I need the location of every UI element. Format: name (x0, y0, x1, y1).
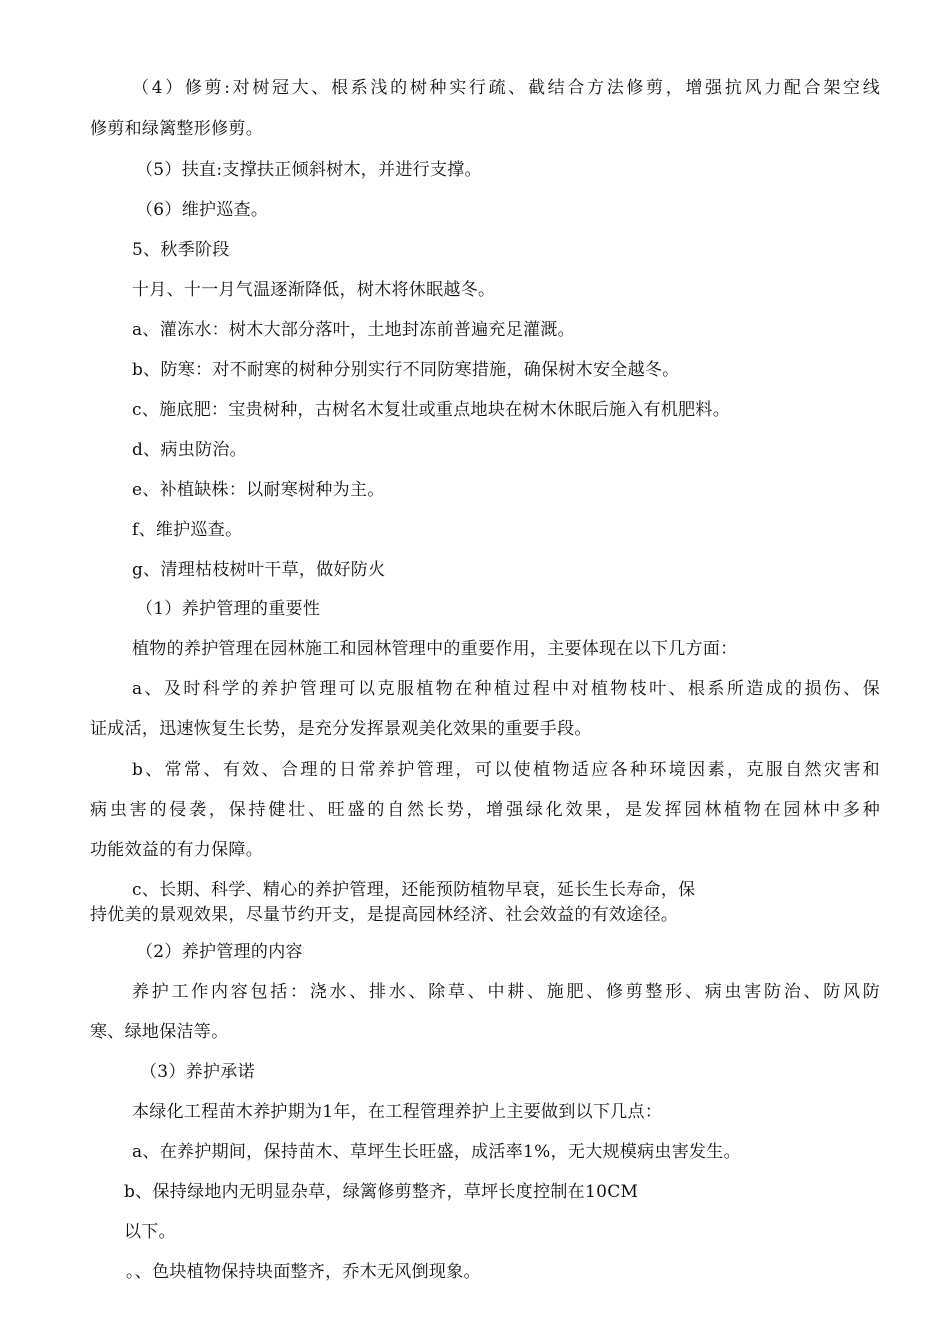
section-heading: （1）养护管理的重要性 (136, 599, 321, 619)
text-line: 寒、绿地保洁等。 (90, 1022, 229, 1042)
text-line: 功能效益的有力保障。 (90, 840, 263, 860)
text-line: g、清理枯枝树叶干草，做好防火 (132, 560, 386, 580)
text-line: d、病虫防治。 (132, 440, 247, 460)
text-line: b、防寒：对不耐寒的树种分别实行不同防寒措施，确保树木安全越冬。 (132, 360, 680, 380)
text-line: 。、色块植物保持块面整齐，乔木无风倒现象。 (126, 1262, 481, 1282)
text-line: （4）修剪:对树冠大、根系浅的树种实行疏、截结合方法修剪，增强抗风力配合架空线 (132, 78, 880, 98)
text-line: a、及时科学的养护管理可以克服植物在种植过程中对植物枝叶、根系所造成的损伤、保 (132, 679, 880, 699)
section-heading: 5、秋季阶段 (132, 240, 230, 260)
section-heading: （3）养护承诺 (140, 1062, 255, 1082)
text-line: a、灌冻水：树木大部分落叶，土地封冻前普遍充足灌溉。 (132, 320, 575, 340)
section-heading: （2）养护管理的内容 (136, 942, 303, 962)
text-line: 证成活，迅速恢复生长势，是充分发挥景观美化效果的重要手段。 (90, 719, 592, 739)
text-line: e、补植缺株：以耐寒树种为主。 (132, 480, 385, 500)
text-line: （6）维护巡查。 (136, 200, 269, 220)
text-line: c、长期、科学、精心的养护管理，还能预防植物早衰，延长生长寿命，保 (132, 880, 696, 900)
text-line: 病虫害的侵袭，保持健壮、旺盛的自然长势，增强绿化效果，是发挥园林植物在园林中多种 (90, 800, 880, 820)
text-line: 植物的养护管理在园林施工和园林管理中的重要作用，主要体现在以下几方面： (132, 639, 738, 659)
text-line: 修剪和绿篱整形修剪。 (90, 119, 263, 139)
text-line: 以下。 (124, 1222, 176, 1242)
text-line: b、常常、有效、合理的日常养护管理，可以使植物适应各种环境因素，克服自然灾害和 (132, 760, 880, 780)
text-line: a、在养护期间，保持苗木、草坪生长旺盛，成活率1%，无大规模病虫害发生。 (132, 1142, 741, 1162)
text-line: 养护工作内容包括：浇水、排水、除草、中耕、施肥、修剪整形、病虫害防治、防风防 (132, 982, 880, 1002)
text-line: f、维护巡查。 (132, 520, 243, 540)
text-line: 持优美的景观效果，尽量节约开支，是提高园林经济、社会效益的有效途径。 (90, 905, 679, 925)
text-line: b、保持绿地内无明显杂草，绿篱修剪整齐，草坪长度控制在10CM (124, 1182, 639, 1202)
text-line: c、施底肥：宝贵树种，古树名木复壮或重点地块在树木休眠后施入有机肥料。 (132, 400, 731, 420)
text-line: 本绿化工程苗木养护期为1年，在工程管理养护上主要做到以下几点： (132, 1102, 663, 1122)
text-line: （5）扶直:支撑扶正倾斜树木，并进行支撑。 (136, 160, 482, 180)
text-line: 十月、十一月气温逐渐降低，树木将休眠越冬。 (132, 280, 496, 300)
